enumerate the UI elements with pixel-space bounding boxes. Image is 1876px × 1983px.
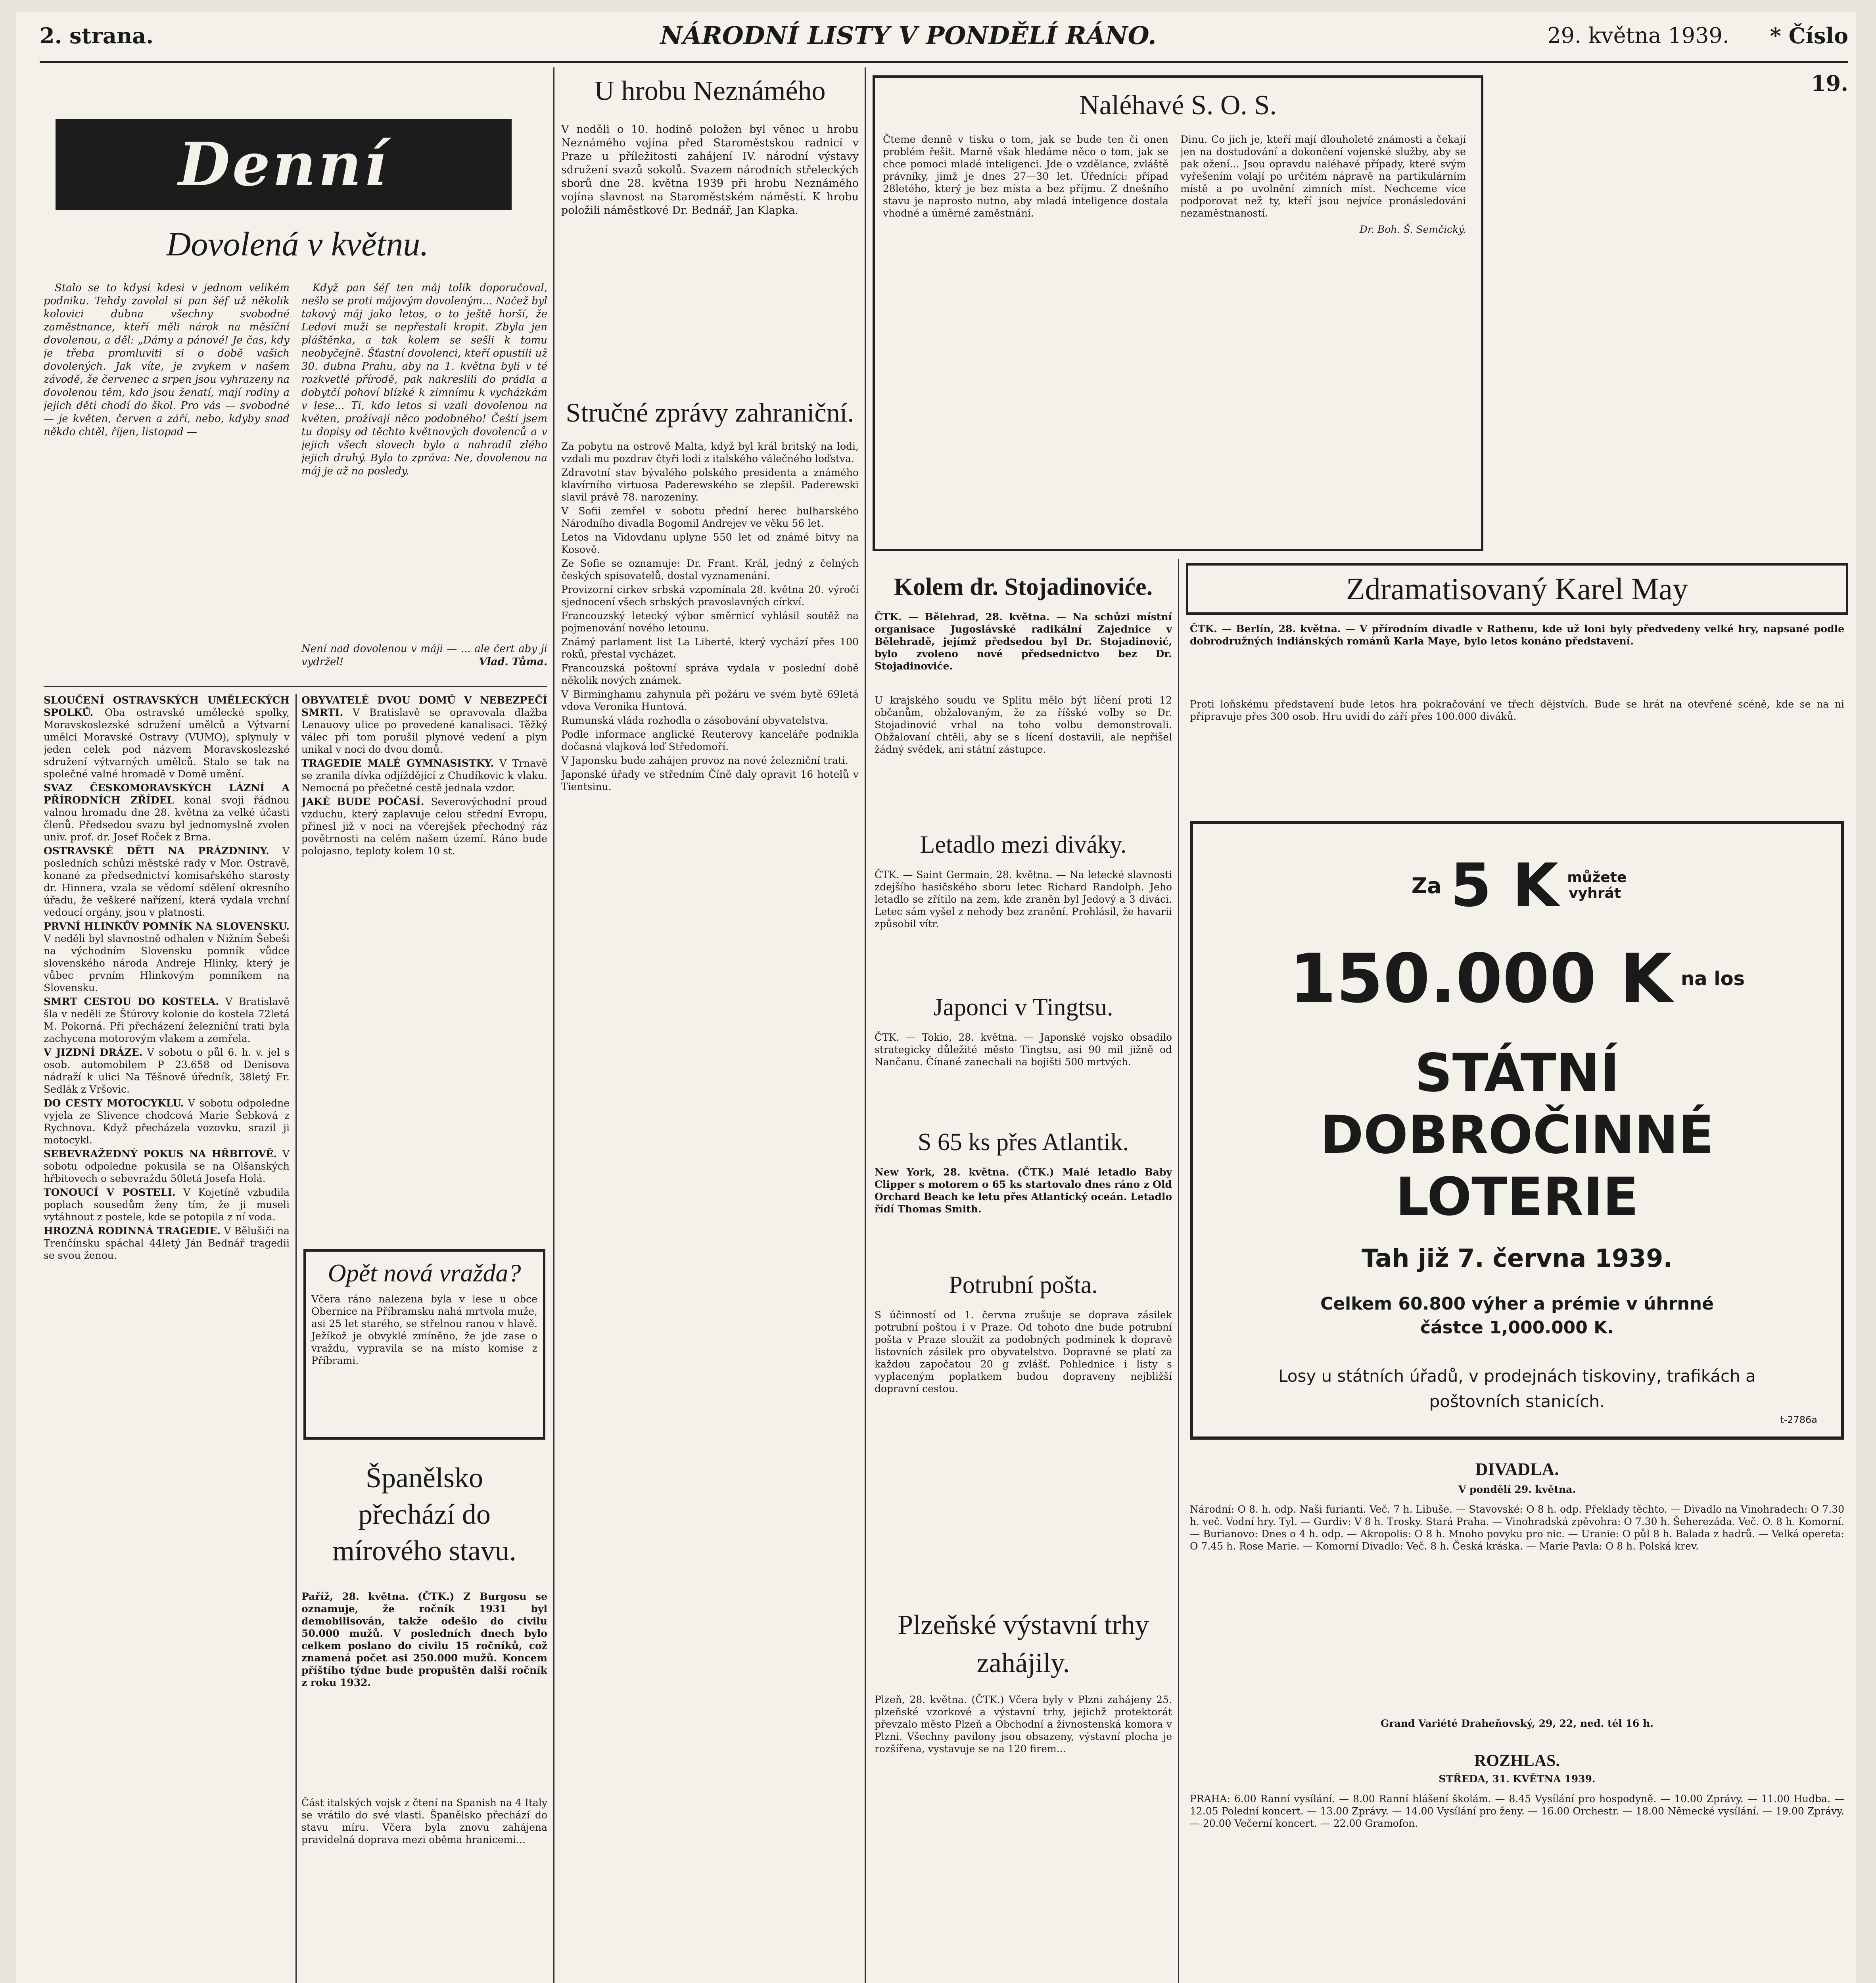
brief-5 — [44, 995, 290, 1045]
foreign-item-6: Provizorní cirkev srbská vzpomínala 28. května 20. výročí sjednocení všech srbských pravoslavných církví. — [561, 584, 859, 608]
lottery-za: Za — [1411, 873, 1442, 898]
briefs-column-b — [301, 694, 547, 1249]
brief-b3 — [301, 796, 547, 857]
header-rule — [40, 61, 1848, 63]
karel-may-text: Proti loňskému představení bude letos hra pokračování ve třech dějstvích. Bude se hrát na otevřené scéně, kde se na ni připravuje přes 300 osob. Hru uvidí do září přes 100.000 diváků. — [1190, 698, 1844, 722]
foreign-item-9: Francouzská poštovní správa vydala v poslední době několik nových známek. — [561, 662, 859, 686]
foreign-item-12: Podle informace anglické Reuterovy kanceláře podnikla dočasná vlajková loď Středomoří. — [561, 729, 859, 752]
rozhlas-title: ROZHLAS. — [1474, 1752, 1560, 1770]
foreign-item-5: Ze Sofie se oznamuje: Dr. Frant. Král, jedný z čelných českých spisovatelů, dostal vyznamenání. — [561, 558, 859, 581]
atlantik-text: New York, 28. května. (ČTK.) Malé letadlo Baby Clipper s motorem o 65 ks startovalo dnes ráno z Old Orchard Beach ke letu přes Atlantický oceán. Letadlo řídí Thomas Smith. — [875, 1166, 1172, 1215]
kronika-divider — [44, 686, 547, 687]
foreign-title: Stručné zprávy zahraniční. — [566, 397, 854, 428]
divadla-text: Národní: O 8. h. odp. Naši furianti. Več. 7 h. Libuše. — Stavovské: O 8 h. odp. Překlady těchto. — Divadlo na Vinohradech: O 7.30 h. več. Vodní hry. Tyl. — Gurdiv: V 8 h. Trosky. Stará Praha. — Vinohradská zpěvohra: O 7.30 h. Šeherezáda. Več. O. 8 h. Komorní. — Burianovo: Dnes o 4 h. odp. — Akropolis: O 8 h. Mnoho povyku pro nic. — Uranie: O půl 8 h. Balada z hadrů. — Velká opereta: O 7.45 h. Rose Marie. — Komorní Divadlo: Več. 8 h. Česká kráska. — Marie Pavla: O 8 h. Polská krev. — [1190, 1504, 1844, 1552]
issue-date: 29. května 1939. — [1547, 23, 1729, 48]
kronika-banner: Denní — [56, 119, 512, 210]
kronika-text-1: Stalo se to kdysi kdesi v jednom velikém podniku. Tehdy zavolal si pan šéf už několik kolovici dubna všechny svobodné zaměstnance, kteří měli nárok na měsíční dovolenou, a děl: „Dámy a pánové! Je čas, kdy je třeba promluviti si o době vašich dovolených. Jak víte, je zvykem v našem závodě, že červenec a srpen jsou vyhrazeny na dovolenou těm, kdo jsou ženatí, mají rodiny a jejich děti chodí do škol. Pro vás — svobodné — je květen, červen a září, nebo, kdyby snad někdo chtěl, říjen, listopad — — [44, 282, 290, 438]
lottery-amount-1: 5 K — [1450, 851, 1559, 920]
column-divider-3 — [865, 67, 866, 1983]
sos-author: Dr. Boh. Š. Semčický. — [1359, 224, 1466, 235]
brief-8 — [44, 1148, 290, 1185]
brief-b2-head: TRAGEDIE MALÉ GYMNASISTKY. — [301, 758, 494, 769]
kronika-column-1 — [44, 282, 290, 678]
japonci-title: Japonci v Tingtsu. — [933, 994, 1113, 1021]
kronika-title: Dovolená v květnu. — [166, 225, 429, 263]
column-divider-2 — [553, 67, 554, 1983]
japonci-text: ČTK. — Tokio, 28. května. — Japonské vojsko obsadilo strategicky důležité město Tingtsu, asi 90 mil jižně od Nančanu. Čínané zanechali na bojišti 500 mrtvých. — [875, 1032, 1172, 1068]
brief-6-text: V sobotu o půl 6. h. v. jel s osob. automobilem P 23.658 od Denisova nádraží k ulici Na Těšnově úředník, 38letý Fr. Sedlák z Vršovic. — [44, 1047, 290, 1095]
brief-b3-text: Severovýchodní proud vzduchu, který zaplavuje celou střední Evropu, přinesl již v noci na včerejšek přechodný ráz povětrnosti na celém našem území. Ráno bude polojasno, teploty kolem 10 st. — [301, 796, 547, 857]
lottery-where: Losy u státních úřadů, v prodejnách tiskoviny, trafikách a poštovních stanicích. — [1278, 1366, 1756, 1411]
brief-3-head: OSTRAVSKÉ DĚTI NA PRÁZDNINY. — [44, 845, 269, 857]
brief-5-text: V Bratislavě šla v neděli ze Štúrovy kolonie do kostela 72letá M. Pokorná. Při přecházení železniční trati byla zachycena motorovým vlakem a zemřela. — [44, 996, 290, 1044]
karel-may-title: Zdramatisovaný Karel May — [1346, 572, 1688, 606]
briefs-column-a — [44, 694, 290, 1983]
kronika-text-2: Když pan šéf ten máj tolik doporučoval, nešlo se proti májovým dovoleným... Načež byl takový máj jako letos, o to ještě horší, že Ledovi muži se nepřestali kropit. Zbyla jen pláštěnka, a tak kolem se sešli k tomu neobyčejně. Šťastní dovolenci, kteří opustili už 30. dubna Prahu, aby na 1. května byli v té rozkvetlé přírodě, pak nakreslili do prádla a dobytčí pohoví blízké k zimnímu k vycházkám v lese... Ti, kdo letos si vzali dovolenou na květen, prožívají něco podobného! Čeští jsem tu dopisy od těchto květnových dovolenců a v jejich všech slovech bylo a nahradíl zlého jejich druhý. Byla to zpráva: Ne, dovolenou na máj je až na posledy. — [301, 282, 547, 477]
brief-1 — [44, 694, 290, 780]
lottery-small: můžete vyhrát — [1567, 869, 1627, 901]
karel-may-title-box — [1186, 563, 1848, 615]
posta-title: Potrubní pošta. — [949, 1271, 1098, 1298]
brief-10-text: V Bělušiči na Trenčínsku spáchal 44letý Ján Bednář tragedii se svou ženou. — [44, 1225, 290, 1261]
brief-3-text: V posledních schůzi městské rady v Mor. Ostravě, konané za předsednictví komisařského starosty dr. Hinnera, vzala se vědomí sdělení okresního úřadu, že veškeré nařízení, která vydala vrchní vedoucí orgány, jsou v platnosti. — [44, 845, 290, 918]
brief-9-head: TONOUCÍ V POSTELI. — [44, 1187, 176, 1198]
sos-title: Naléhavé S. O. S. — [1079, 90, 1277, 121]
brief-4 — [44, 920, 290, 994]
brief-2-head: SVAZ ČESKOMORAVSKÝCH LÁZNÍ A PŘÍRODNÍCH ZŘÍDEL — [44, 782, 290, 806]
issue-number: * Číslo 19. — [1770, 23, 1848, 96]
divadla-subtitle: V pondělí 29. května. — [1458, 1484, 1576, 1495]
brief-8-head: SEBEVRAŽEDNÝ POKUS NA HŘBITOVĚ. — [44, 1148, 277, 1160]
brief-b3-head: JAKÉ BUDE POČASÍ. — [301, 796, 424, 807]
lottery-title: STÁTNÍ DOBROČINNÉ LOTERIE — [1320, 1043, 1714, 1227]
lottery-amount-2: 150.000 K — [1289, 940, 1672, 1018]
lottery-code: t-2786a — [1780, 1414, 1817, 1425]
foreign-item-8: Známý parlament list La Liberté, který vychází přes 100 roků, přestal vycházet. — [561, 636, 859, 660]
foreign-item-1: Za pobytu na ostrově Malta, když byl král britský na lodi, vzdali mu pozdrav čtyři lodi z italského válečného loďstva. — [561, 441, 859, 464]
brief-6-head: V JIZDNÍ DRÁZE. — [44, 1047, 143, 1058]
spain-text: Část italských vojsk z čtení na Spanish na 4 Italy se vrátilo do své vlasti. Španělsko přechází do stavu míru. Včera byla znovu zahájena pravidelná doprava mezi oběma hranicemi... — [301, 1797, 547, 1845]
rozhlas-praha: PRAHA: 6.00 Ranní vysílání. — 8.00 Ranní hlášení školám. — 8.45 Vysílání pro hospodyně. — 10.00 Zprávy. — 11.00 Hudba. — 12.05 Polední koncert. — 13.00 Zprávy. — 14.00 Vysílání pro ženy. — 16.00 Orchestr. — 18.00 Německé vysílání. — 19.00 Zprávy. — 20.00 Večerní koncert. — 22.00 Gramofon. — [1190, 1793, 1844, 1829]
brief-b1-text: V Bratislavě se opravovala dlažba Lenauovy ulice po provedené kanalisaci. Těžký válec při tom porušil plynové vedení a plyn unikal v noci do dvou domů. — [301, 707, 547, 755]
brief-2-text: konal svoji řádnou valnou hromadu dne 28. května za velké účasti členů. Předsedou svazu byl jednomyslně zvolen univ. prof. dr. Josef Roček z Brna. — [44, 794, 290, 843]
brief-b2-text: V Trnavě se zranila dívka odjíždějící z Chudíkovic k vlaku. Nemocná po přečetné cestě jednala vzdor. — [301, 758, 547, 794]
column-divider-4 — [1178, 559, 1179, 1983]
kronika-column-2 — [301, 282, 547, 670]
foreign-item-10: V Birminghamu zahynula při požáru ve svém bytě 69letá vdova Veronika Huntová. — [561, 688, 859, 712]
brief-2 — [44, 782, 290, 843]
brief-4-text: V neděli byl slavnostně odhalen v Nižním Šebeši na východním Slovensku pomník vůdce slovenského národa Andreje Hlinky, který je vůbec prvním Hlinkovým pomníkem na Slovensku. — [44, 933, 290, 993]
foreign-item-11: Rumunská vláda rozhodla o zásobování obyvatelstva. — [561, 715, 829, 726]
brief-1-text: Oba ostravské umělecké spolky, Moravskoslezské sdružení umělců a Výtvarní umělci Moravské Ostravy (VUMO), splynuly v jeden celek pod názvem Moravskoslezské sdružení výtvarných umělců. Stalo se tak na společné valné hromadě v Domě umění. — [44, 707, 290, 780]
brief-10 — [44, 1225, 290, 1262]
brief-3 — [44, 845, 290, 919]
vrazda-box — [303, 1249, 545, 1440]
foreign-item-14: Japonské úřady ve středním Číně daly opravit 16 hotelů v Tientsinu. — [561, 769, 859, 792]
brief-1-head: SLOUČENÍ OSTRAVSKÝCH UMĚLECKÝCH SPOLKŮ. — [44, 694, 290, 718]
lottery-ad — [1190, 821, 1844, 1440]
masthead: NÁRODNÍ LISTY V PONDĚLÍ RÁNO. — [660, 21, 1157, 50]
brief-b1-head: OBYVATELÉ DVOU DOMŮ V NEBEZPEČÍ SMRTI. — [301, 694, 547, 718]
foreign-item-2: Zdravotní stav bývalého polského presidenta a známého klavírního virtuosa Paderewského se zlepšil. Paderewski slavil právě 78. narozeniny. — [561, 467, 859, 503]
brief-b2 — [301, 757, 547, 794]
plzen-title: Plzeňské výstavní trhy zahájily. — [898, 1610, 1149, 1678]
kolem-lead: ČTK. — Bělehrad, 28. května. — Na schůzi místní organisace Jugoslávské radikální Zajednice v Bělehradě, jejímž předsedou byl Dr. Stojadinović, bylo zvoleno nové předsednictvo bez Dr. Stojadinoviće. — [875, 611, 1172, 672]
brief-8-text: V sobotu odpoledne pokusila se na Olšanských hřbitovech o sebevraždu 50letá Josefa Holá. — [44, 1148, 290, 1184]
kronika-author: Vlad. Tůma. — [479, 656, 547, 668]
brief-b1 — [301, 694, 547, 756]
kolem-title: Kolem dr. Stojadinoviće. — [894, 573, 1153, 600]
brief-6 — [44, 1046, 290, 1095]
lottery-prizes: Celkem 60.800 výher a prémie v úhrnné částce 1,000.000 K. — [1320, 1294, 1714, 1338]
spain-title: Španělsko přechází do mírového stavu. — [332, 1462, 516, 1567]
karel-may-lead: ČTK. — Berlín, 28. května. — V přírodním divadle v Rathenu, kde už loni byly předvedeny velké hry, napsané podle dobrodružných indiánských románů Karla Maye, bylo letos konáno představení. — [1190, 623, 1844, 647]
brief-4-head: PRVNÍ HLINKŮV POMNÍK NA SLOVENSKU. — [44, 921, 290, 932]
column-divider-1 — [295, 694, 297, 1983]
sos-box — [873, 75, 1483, 551]
kolem-text: U krajského soudu ve Splitu mělo být líčení proti 12 občanům, obžalovaným, že za říšské volby se Dr. Stojadinović vrhal na toho volbu demonstrovali. Obžalovaní chtěli, aby se s lícení dostavili, ale nepřišel žádný svědek, ani státní zástupce. — [875, 694, 1172, 755]
lottery-na: na los — [1680, 968, 1745, 990]
posta-text: S účinností od 1. června zrušuje se doprava zásilek potrubní poštou i v Praze. Od tohoto dne bude potrubní pošta v Praze sloužit za podobných podmínek k dopravě listovních zásilek pro obyvatelstvo. Dopravné se platí za každou započatou 20 g zvlášť. Pohlednice i listy s vyplaceným poplatkem budou dopraveny nejbližší dopravní cestou. — [875, 1309, 1172, 1394]
vrazda-title: Opět nová vražda? — [328, 1259, 521, 1287]
plzen-text: Plzeň, 28. května. (ČTK.) Včera byly v Plzni zahájeny 25. plzeňské vzorkové a výstavní trhy, jejichž protektorát převzalo město Plzeň a Obchodní a živnostenská komora v Plzni. Všechny pavilony jsou obsazeny, výstavní plocha je rozšířena, vystavuje se na 120 firem... — [875, 1694, 1172, 1755]
lottery-date: Tah již 7. června 1939. — [1362, 1244, 1673, 1273]
page-number: 2. strana. — [40, 23, 154, 48]
letadlo-text: ČTK. — Saint Germain, 28. května. — Na letecké slavnosti zdejšího hasičského sboru letec Richard Randolph. Jeho letadlo se zřítilo na zem, kde zraněn byl Jedový a 3 diváci. Letec sám vyšel z nehody bez zranění. Prohlásil, že havarii způsobil vítr. — [875, 869, 1172, 930]
sos-text-2: Dinu. Co jich je, kteří mají dlouholeté známosti a čekají jen na dostudování a dokončení vojenské služby, aby se pak ožení... Jsou opravdu naléhavé případy, které svým vyřešením volají po určitém nápravě na partikulárním místě a po uvolnění zimních míst. Nechceme více podporovat než ty, kteří jsou nejvíce pronásledováni nezaměstnaností. — [1180, 134, 1466, 219]
kronika-signoff — [301, 642, 547, 674]
newspaper-page — [16, 12, 1856, 1983]
spain-lead: Paříž, 28. května. (ČTK.) Z Burgosu se oznamuje, že ročník 1931 byl demobilisován, takže odešlo do civilu 50.000 mužů. V posledních dnech bylo celkem poslano do civilu 15 ročníků, což znamená počet asi 250.000 mužů. Koncem příštího týdne bude propuštěn další ročník z roku 1932. — [301, 1591, 547, 1688]
brief-9-text: V Kojetíně vzbudila poplach sousedům ženy tím, že ji museli vytáhnout z postele, kde se potopila z ní voda. — [44, 1187, 290, 1223]
brief-7 — [44, 1097, 290, 1146]
brief-9 — [44, 1186, 290, 1223]
brief-7-head: DO CESTY MOTOCYKLU. — [44, 1097, 184, 1109]
sos-text-1: Čteme denně v tisku o tom, jak se bude ten či onen problém řešit. Marně však hledáme něco o tom, jak se chce pomoci mladé inteligenci. Jde o vzdělance, zvláště právníky, jimž je dnes 27—30 let. Úředníci: případ 28letého, který je bez místa a bez příjmu. Z dnešního stavu je naprosto nutno, aby mladá inteligence dostala vhodné a úměrné zaměstnání. — [883, 134, 1168, 219]
foreign-item-3: V Sofii zemřel v sobotu přední herec bulharského Národního divadla Bogomil Andrejev ve věku 56 let. — [561, 505, 859, 529]
foreign-item-4: Letos na Vidovdanu uplyne 550 let od známé bitvy na Kosově. — [561, 531, 859, 555]
brief-7-text: V sobotu odpoledne vyjela ze Slivence chodcová Marie Šebková z Rychnova. Když přecházela vozovku, srazil ji motocykl. — [44, 1097, 290, 1146]
divadla-title: DIVADLA. — [1475, 1459, 1559, 1479]
foreign-column — [561, 440, 859, 1983]
foreign-item-7: Francouzský letecký výbor směrnicí vyhlásil soutěž na pojmenování nového letounu. — [561, 610, 859, 634]
foreign-item-13: V Japonsku bude zahájen provoz na nové železniční trati. — [561, 755, 848, 766]
tomb-text: V neděli o 10. hodině položen byl věnec u hrobu Neznámého vojína před Staroměstskou radnicí v Praze u příležitosti zahájení IV. národní výstavy sdružení svazů sokolů. Svazem národních střeleckých sborů dne 28. května 1939 při hrobu Neznámého vojína slavnost na Staroměstském náměstí. K hrobu položili náměstkové Dr. Bednář, Jan Klapka. — [561, 123, 859, 217]
atlantik-title: S 65 ks přes Atlantik. — [917, 1129, 1129, 1156]
letadlo-title: Letadlo mezi diváky. — [920, 831, 1127, 858]
divadla-variety: Grand Variété Draheňovský, 29, 22, ned. tél 16 h. — [1381, 1718, 1653, 1729]
kronika-signoff-text: Není nad dovolenou v máji — ... ale čert aby ji vydržel! — [301, 643, 547, 668]
vrazda-text: Včera ráno nalezena byla v lese u obce Obernice na Příbramsku nahá mrtvola muže, asi 25 let starého, se střelnou ranou v hlavě. Ježíkož je obvyklé zmíněno, že jde zase o vraždu, vypravila se na místo komise z Příbrami. — [311, 1293, 537, 1366]
tomb-title: U hrobu Neznámého — [594, 76, 826, 106]
brief-5-head: SMRT CESTOU DO KOSTELA. — [44, 996, 219, 1007]
rozhlas-subtitle: STŘEDA, 31. KVĚTNA 1939. — [1439, 1773, 1596, 1785]
brief-10-head: HROZNÁ RODINNÁ TRAGEDIE. — [44, 1225, 221, 1237]
